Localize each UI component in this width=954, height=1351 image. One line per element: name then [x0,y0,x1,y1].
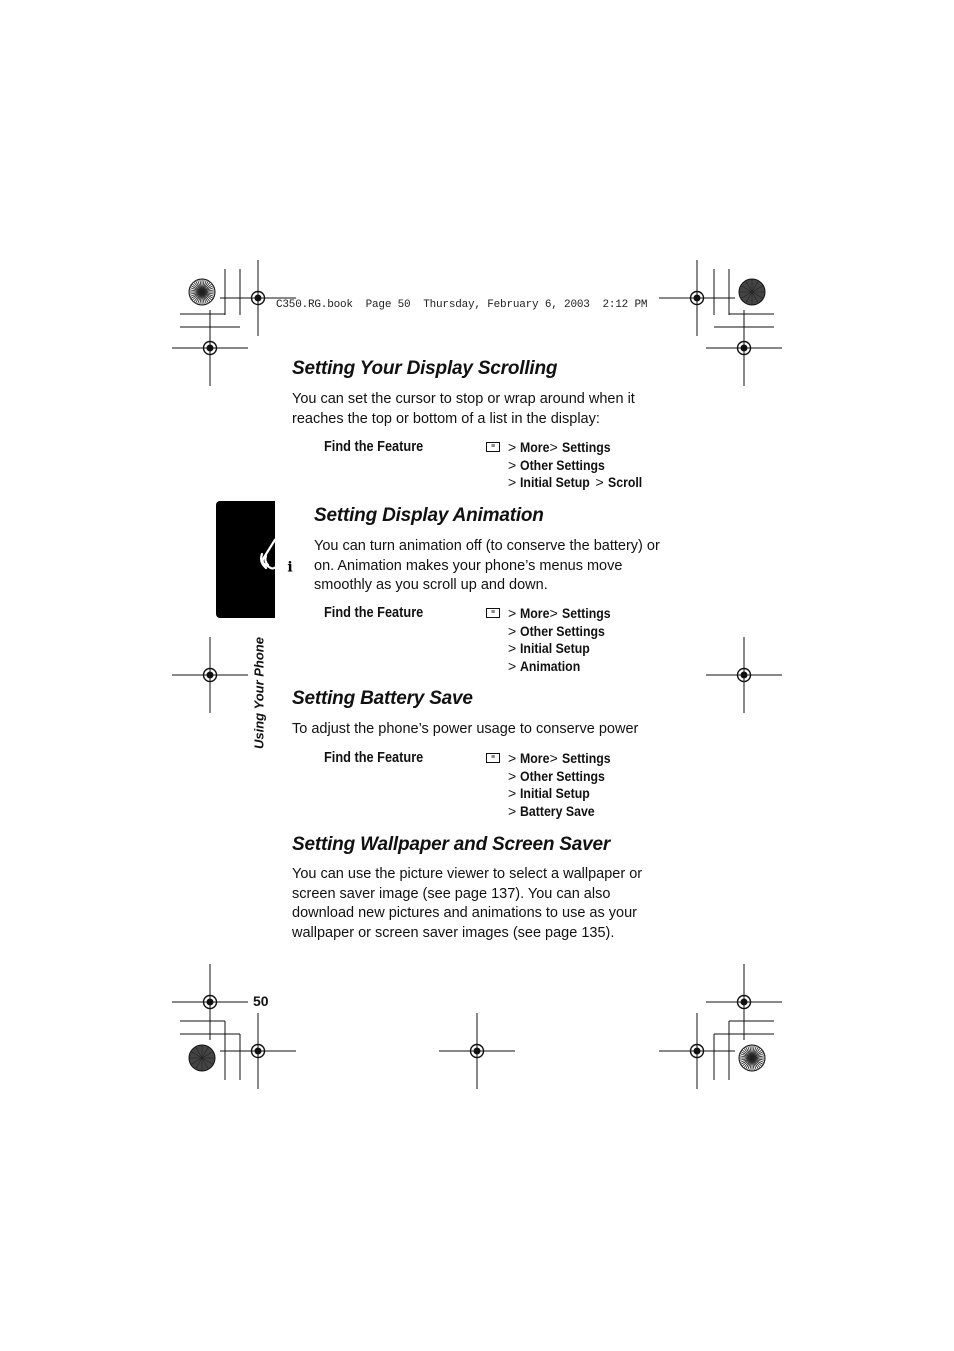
menu-item-label: More [520,439,550,455]
registration-dot [207,672,214,679]
feature-path-step [508,768,617,786]
path-separator: > [508,657,517,674]
path-separator: > [508,640,517,657]
feature-path-step [508,750,617,768]
chapter-title: Using Your Phone [251,637,267,749]
registration-dot [207,345,214,352]
path-separator: > [508,785,517,802]
menu-item-label: Other Settings [520,767,606,784]
menu-item-label: Scroll [607,474,642,491]
menu-item-label: More [520,605,550,621]
menu-item-label: Initial Setup [520,640,591,657]
section-heading-scrolling: Setting Your Display Scrolling [292,358,558,379]
menu-item-label: Initial Setup [520,474,591,491]
path-separator: > [508,802,517,819]
registration-dot [694,295,701,302]
menu-item-label: Animation [520,657,581,674]
registration-dot [741,672,748,679]
section-body-wallpaper: You can use the picture viewer to select a wallpaper or screen saver image (see page 137). You can also download new pictures and animations to use as your wallpaper or screen saver images (see page 135). [292,866,643,941]
section-body-animation: You can turn animation off (to conserve the battery) or on. Animation makes your phone’s menus move smoothly as you scroll up and down. [314,538,660,593]
path-separator: > [508,474,517,491]
path-separator: > [549,439,558,455]
path-separator: > [549,750,558,766]
menu-item-label: Settings [561,750,611,766]
feature-path-step [508,623,617,641]
menu-key-icon: ≡ [486,753,500,763]
feature-path-step [508,640,617,658]
menu-item-label: More [520,750,550,766]
registration-dot [207,999,214,1006]
menu-key-icon: ≡ [486,608,500,618]
feature-path [508,439,647,492]
feature-path-step [508,658,617,676]
feature-path-step [508,803,617,821]
registration-dot [255,295,262,302]
section-body-scrolling: You can set the cursor to stop or wrap around when it reaches the top or bottom of a list in the display: [292,391,635,427]
feature-path-step [508,439,647,457]
path-separator: > [508,456,517,473]
registration-dot [694,1048,701,1055]
menu-item-label: Other Settings [520,622,606,639]
find-feature-label: Find the Feature [324,439,424,455]
feature-path-step [508,457,647,475]
path-separator: > [508,767,517,784]
registration-dot [741,345,748,352]
feature-path [508,750,617,820]
registration-dot [255,1048,262,1055]
menu-item-label: Battery Save [520,802,595,819]
path-separator: > [508,750,517,766]
book-info-header: C350.RG.book Page 50 Thursday, February 6, 2003 2:12 PM [276,299,648,311]
path-separator: > [595,474,604,491]
find-feature-label: Find the Feature [324,605,424,621]
feature-path-step [508,605,617,623]
find-feature-label: Find the Feature [324,750,424,766]
menu-item-label: Initial Setup [520,785,591,802]
section-heading-animation: Setting Display Animation [314,505,544,526]
menu-item-label: Settings [561,439,611,455]
path-separator: > [508,605,517,621]
path-separator: > [549,605,558,621]
path-separator: > [508,622,517,639]
menu-item-label: Other Settings [520,456,606,473]
menu-item-label: Settings [561,605,611,621]
section-heading-wallpaper: Setting Wallpaper and Screen Saver [292,834,611,855]
feature-path [508,605,617,675]
page-number: 50 [253,993,269,1009]
path-separator: > [508,439,517,455]
section-body-battery-save: To adjust the phone’s power usage to conserve power [292,721,639,737]
feature-path-step [508,474,647,492]
registration-dot [741,999,748,1006]
phone-info-icon [258,536,304,578]
menu-key-icon: ≡ [486,442,500,452]
registration-dot [474,1048,481,1055]
svg-text:i: i [287,559,293,576]
section-heading-battery-save: Setting Battery Save [292,688,473,709]
feature-path-step [508,785,617,803]
